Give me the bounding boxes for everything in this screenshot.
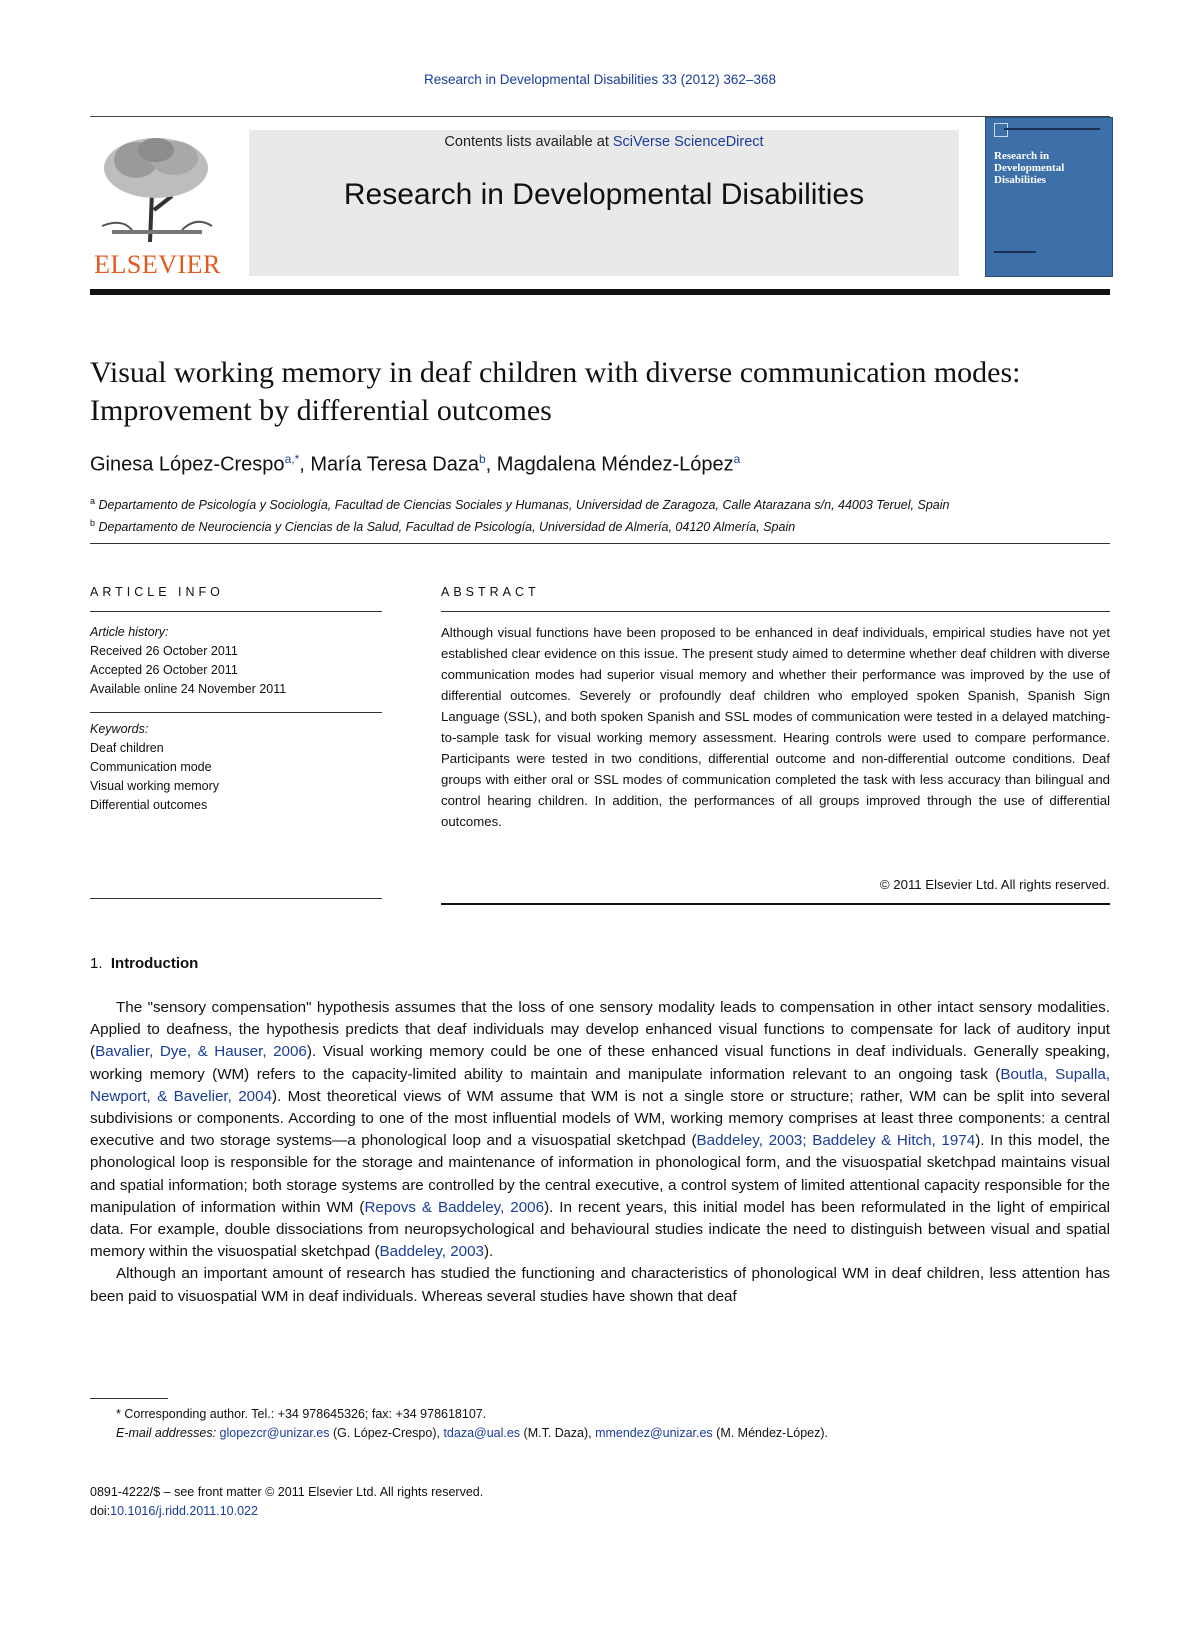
citation-link[interactable]: Baddeley, 2003; Baddeley & Hitch, 1974 bbox=[696, 1132, 976, 1150]
affiliation bbox=[90, 514, 1110, 536]
author-affil-mark[interactable]: a,* bbox=[284, 452, 300, 466]
abstract-heading: ABSTRACT bbox=[441, 585, 540, 599]
journal-banner bbox=[249, 130, 959, 276]
affiliations bbox=[90, 492, 1110, 536]
journal-citation[interactable]: Research in Developmental Disabilities 33 (2012) 362–368 bbox=[424, 72, 776, 87]
keyword: Deaf children bbox=[90, 741, 164, 755]
corresponding-author-note: * Corresponding author. Tel.: +34 978645326; fax: +34 978618107. bbox=[116, 1407, 487, 1421]
text-run: The "sensory compensation" hypothesis assumes that the loss of one sensory modality leads to compensation in other intact sensory modalities. Applied to deafness, the hypothesis predicts that deaf individuals may develop enhanced visual functions to compensate for lack of auditory input ( bbox=[90, 999, 1110, 1061]
tree-icon bbox=[92, 130, 220, 242]
citation-link[interactable]: Bavalier, Dye, & Hauser, 2006 bbox=[95, 1043, 307, 1061]
divider bbox=[90, 898, 382, 899]
keyword: Differential outcomes bbox=[90, 798, 208, 812]
contents-prefix: Contents lists available at bbox=[444, 134, 613, 150]
keyword: Communication mode bbox=[90, 760, 212, 774]
sciencedirect-link[interactable]: SciVerse ScienceDirect bbox=[612, 134, 764, 150]
author-list: Ginesa López-Crespo$^{a,*}$, María Teresa Daza$^b$, Magdalena Méndez-López$^a$ bbox=[90, 452, 741, 476]
author-affil-mark[interactable]: a bbox=[733, 452, 741, 466]
text-run: ). bbox=[483, 1243, 494, 1261]
divider bbox=[441, 903, 1110, 905]
keyword: Visual working memory bbox=[90, 779, 219, 793]
text-run: ). Most theoretical views of WM assume that WM is not a single store or structure; rather, WM can be split into several subdivisions or components. According to one of the most influential models of WM, working memory comprises at least three components: a central executive and two storage systems—a phonological loop and a visuospatial sketchpad ( bbox=[90, 1087, 1110, 1150]
affiliation bbox=[90, 492, 1110, 514]
text-run: ). In recent years, this initial model has been reformulated in the light of empirical data. For example, double dissociations from neuropsychological and behavioural studies indicate the need to distinguish between visual and spatial memory within the visuospatial sketchpad ( bbox=[90, 1198, 1111, 1261]
history-item: Accepted 26 October 2011 bbox=[90, 663, 238, 677]
author-name[interactable]: María Teresa Daza bbox=[310, 453, 479, 476]
cover-title: Research in Developmental Disabilities bbox=[994, 150, 1065, 186]
doi-link[interactable]: 10.1016/j.ridd.2011.10.022 bbox=[110, 1504, 258, 1518]
email-note bbox=[90, 1424, 1110, 1443]
citation-link[interactable]: Baddeley, 2003 bbox=[379, 1243, 484, 1261]
divider bbox=[90, 712, 382, 713]
doi-label: doi: bbox=[90, 1504, 111, 1518]
issn-line: 0891-4222/$ – see front matter © 2011 Elsevier Ltd. All rights reserved. bbox=[90, 1485, 484, 1499]
citation-link[interactable]: Repovs & Baddeley, 2006 bbox=[364, 1198, 545, 1216]
section-title: Introduction bbox=[110, 955, 199, 972]
cover-emblem-icon bbox=[994, 123, 1008, 137]
abstract-text: Although visual functions have been proposed to be enhanced in deaf individuals, empirical studies have not yet established clear evidence on this issue. The present study aimed to determine whether deaf children with diverse communication modes had superior visual memory and whether their performance was improved by the use of differential outcomes. Severely or profoundly deaf children who employed spoken Spanish, Spanish Sign Language (SSL), and both spoken Spanish and SSL modes of communication were tested in a delayed matching-to-sample task for visual working memory assessment. Hearing controls were used to compare performance. Participants were tested in two conditions, differential outcome and non-differential outcome conditions. Deaf groups with either oral or SSL modes of communication completed the task with less accuracy than bilingual and control hearing children. In addition, the performances of all groups improved through the use of differential outcomes. bbox=[441, 625, 1110, 829]
journal-cover[interactable] bbox=[985, 117, 1113, 277]
footnotes bbox=[90, 1405, 1110, 1443]
divider bbox=[441, 611, 1110, 612]
keywords bbox=[90, 720, 382, 815]
text-run: ). In this model, the phonological loop is responsible for the storage and maintenance of information in phonological form, and the visuospatial sketchpad maintains visual and spatial information; both storage systems are controlled by the central executive, a control system of limited attentional capacity responsible for the manipulation of information within WM ( bbox=[90, 1132, 1110, 1216]
text-run: ). Visual working memory could be one of these enhanced visual functions in deaf individuals. Generally speaking, working memory (WM) refers to the capacity-limited ability to maintain and manipulate information relevant to an ongoing task ( bbox=[90, 1043, 1110, 1083]
author-name[interactable]: Magdalena Méndez-López bbox=[496, 453, 734, 476]
contents-line bbox=[249, 134, 959, 150]
cover-rule-bottom bbox=[994, 251, 1036, 253]
email-owner: (M.T. Daza), bbox=[520, 1426, 596, 1440]
section-heading bbox=[90, 955, 198, 972]
history-label: Article history: bbox=[90, 625, 169, 639]
author-name[interactable]: Ginesa López-Crespo bbox=[90, 453, 285, 476]
article-title: Visual working memory in deaf children with diverse communication modes: Improvement by differential outcomes bbox=[90, 356, 1021, 427]
email-owner: (G. López-Crespo), bbox=[329, 1426, 444, 1440]
article-info-heading: ARTICLE INFO bbox=[90, 585, 224, 599]
divider bbox=[90, 611, 382, 612]
affil-mark: b bbox=[90, 518, 96, 529]
divider bbox=[90, 543, 1110, 544]
abstract-copyright: © 2011 Elsevier Ltd. All rights reserved. bbox=[879, 877, 1110, 892]
journal-name[interactable]: Research in Developmental Disabilities bbox=[343, 178, 865, 211]
header-thick-rule bbox=[90, 289, 1110, 295]
section-number: 1. bbox=[90, 955, 103, 972]
intro-body bbox=[90, 997, 1110, 1308]
cover-rule-top bbox=[1004, 128, 1100, 130]
author-affil-mark[interactable]: b bbox=[478, 452, 486, 466]
doi-line bbox=[90, 1502, 790, 1521]
citation-link[interactable]: Boutla, Supalla, Newport, & Bavelier, 2004 bbox=[90, 1065, 1111, 1105]
affil-mark: a bbox=[90, 496, 96, 506]
email-owner: (M. Méndez-López). bbox=[712, 1426, 829, 1440]
keywords-label: Keywords: bbox=[90, 722, 149, 736]
history-item: Available online 24 November 2011 bbox=[90, 682, 287, 696]
email-label: E-mail addresses: bbox=[116, 1426, 217, 1440]
affil-text: Departamento de Psicología y Sociología, Facultad de Ciencias Sociales y Humanas, Universidad de Zaragoza, Calle Atarazana s/n, 44003 Teruel, Spain bbox=[98, 498, 950, 513]
footnote-rule bbox=[90, 1398, 168, 1399]
elsevier-logo bbox=[90, 130, 225, 279]
front-matter-info bbox=[90, 1483, 790, 1521]
history-item: Received 26 October 2011 bbox=[90, 644, 238, 658]
publisher-logo-text: ELSEVIER bbox=[94, 250, 221, 279]
intro-paragraph-2: Although an important amount of research has studied the functioning and characteristics of phonological WM in deaf children, less attention has been paid to visuospatial WM in deaf individuals. Whereas several studies have shown that deaf bbox=[90, 1265, 1110, 1305]
email-link[interactable]: tdaza@ual.es bbox=[443, 1426, 521, 1440]
header-rule bbox=[90, 116, 1110, 117]
intro-paragraph-1 bbox=[90, 997, 1110, 1263]
email-link[interactable]: mmendez@unizar.es bbox=[595, 1426, 713, 1440]
article-history bbox=[90, 623, 382, 699]
email-link[interactable]: glopezcr@unizar.es bbox=[219, 1426, 330, 1440]
affil-text: Departamento de Neurociencia y Ciencias de la Salud, Facultad de Psicología, Universidad de Almería, 04120 Almería, Spain bbox=[98, 520, 796, 535]
